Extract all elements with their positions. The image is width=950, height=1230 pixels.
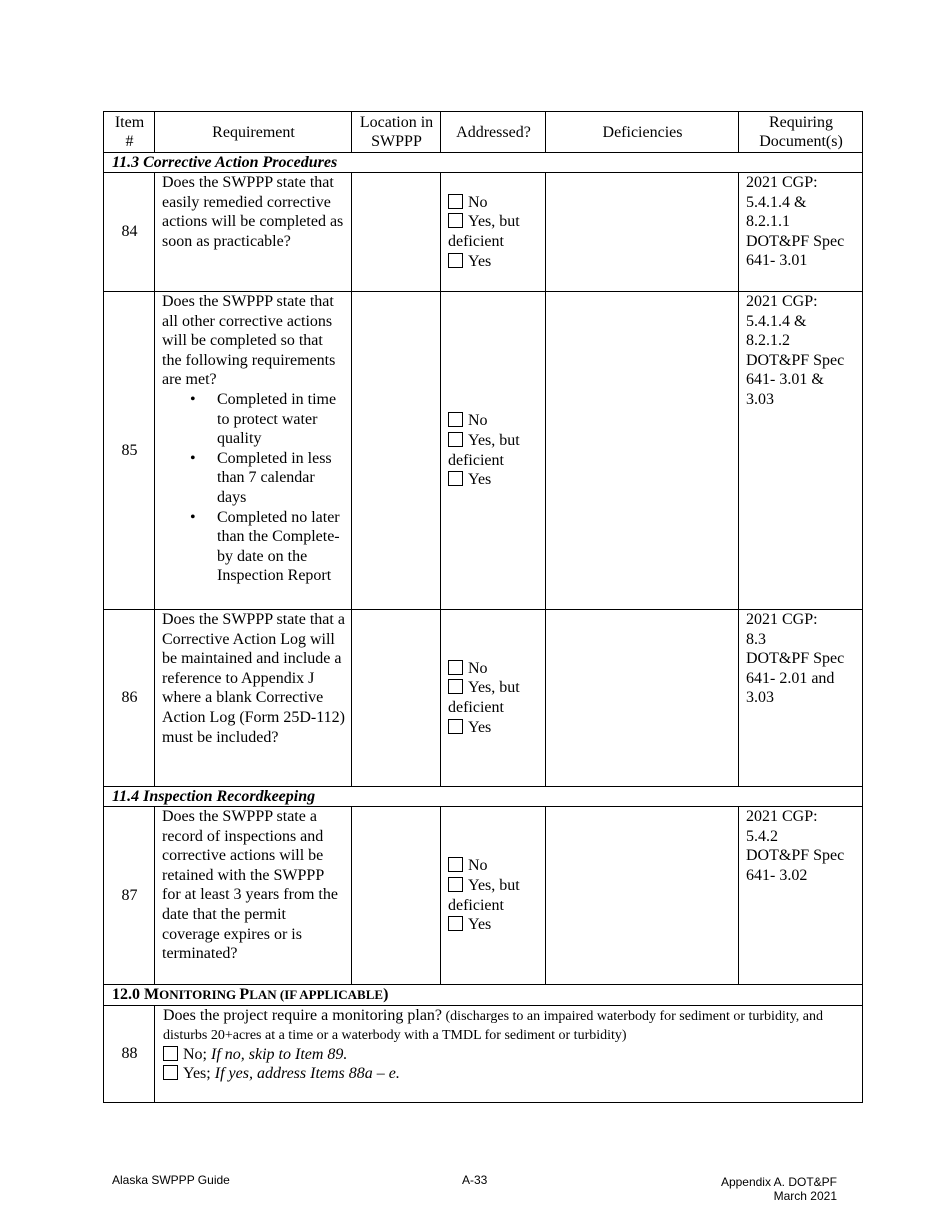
section-row-12-0 <box>104 985 863 1006</box>
yes-checkbox[interactable] <box>448 471 463 486</box>
item-number: 88 <box>104 1005 155 1102</box>
bullet-item: • Completed no later than the Complete-by date on the Inspection Report <box>217 508 345 586</box>
yes-label: Yes <box>468 471 492 489</box>
requirement-text: Does the SWPPP state a record of inspections and corrective actions will be retained with the SWPPP for at least 3 years from the date that the permit coverage expires or is terminated? <box>155 807 352 985</box>
monitoring-question-cell <box>155 1005 863 1102</box>
deficiencies-cell[interactable] <box>546 807 739 985</box>
section-letter: P <box>239 986 250 1003</box>
requirement-cell <box>155 292 352 610</box>
no-label: No <box>468 193 488 211</box>
header-location: Location in SWPPP <box>352 112 441 153</box>
deficient-label: deficient <box>448 233 504 250</box>
section-qualifier: IF APPLICABLE <box>284 987 384 1002</box>
doc-line: 8.3 <box>746 630 766 648</box>
addressed-options <box>441 173 546 292</box>
doc-line: 5.4.1.4 & <box>746 312 807 330</box>
footer-right <box>721 1175 837 1203</box>
monitoring-no-label: No; <box>183 1045 211 1063</box>
requirement-bullets <box>162 390 345 586</box>
monitoring-yes-checkbox[interactable] <box>163 1065 178 1080</box>
addressed-options <box>441 807 546 985</box>
requiring-documents <box>739 610 863 787</box>
no-label: No <box>468 659 488 677</box>
doc-line: DOT&PF Spec <box>746 650 845 668</box>
location-cell[interactable] <box>352 807 441 985</box>
item-number: 87 <box>104 807 155 985</box>
doc-line: 2021 CGP: <box>746 808 818 825</box>
no-checkbox[interactable] <box>448 857 463 872</box>
requiring-documents <box>739 807 863 985</box>
yes-but-deficient-checkbox[interactable] <box>448 679 463 694</box>
footer-page-number: A-33 <box>462 1173 488 1187</box>
table-row-85 <box>104 292 863 610</box>
section-word: ONITORING <box>159 987 240 1002</box>
doc-line: DOT&PF Spec <box>746 351 845 369</box>
addressed-options <box>441 292 546 610</box>
deficient-label: deficient <box>448 699 504 716</box>
header-requiring-documents: Requiring Document(s) <box>739 112 863 153</box>
requiring-documents <box>739 173 863 292</box>
section-row-11-3 <box>104 153 863 173</box>
requirement-text: Does the SWPPP state that easily remedied corrective actions will be completed as soon as practicable? <box>155 173 352 292</box>
table-row-84 <box>104 173 863 292</box>
yes-checkbox[interactable] <box>448 916 463 931</box>
doc-line: 641- 3.02 <box>746 866 808 884</box>
section-paren: ) <box>383 986 389 1003</box>
table-row-87 <box>104 807 863 985</box>
doc-line: DOT&PF Spec <box>746 847 845 865</box>
yes-checkbox[interactable] <box>448 253 463 268</box>
header-row <box>104 112 863 153</box>
no-checkbox[interactable] <box>448 194 463 209</box>
doc-line: 5.4.1.4 & <box>746 193 807 211</box>
yes-but-label: Yes, but <box>468 213 520 231</box>
header-deficiencies: Deficiencies <box>546 112 739 153</box>
doc-line: 2021 CGP: <box>746 611 818 628</box>
requirement-text: Does the SWPPP state that all other corrective actions will be completed so that the following requirements are met? <box>162 293 336 389</box>
doc-line: 641- 2.01 and <box>746 669 835 687</box>
footer-left: Alaska SWPPP Guide <box>112 1173 230 1187</box>
no-label: No <box>468 412 488 430</box>
doc-line: 8.2.1.2 <box>746 332 790 350</box>
monitoring-yes-instruction: If yes, address Items 88a – e. <box>214 1065 400 1083</box>
yes-but-label: Yes, but <box>468 431 520 449</box>
monitoring-question: Does the project require a monitoring plan? <box>163 1006 443 1024</box>
monitoring-yes-label: Yes; <box>183 1065 215 1083</box>
bullet-item: • Completed in time to protect water quality <box>217 390 345 449</box>
yes-but-deficient-checkbox[interactable] <box>448 213 463 228</box>
yes-label: Yes <box>468 252 492 270</box>
section-row-11-4 <box>104 787 863 807</box>
item-number: 86 <box>104 610 155 787</box>
no-checkbox[interactable] <box>448 412 463 427</box>
yes-but-deficient-checkbox[interactable] <box>448 432 463 447</box>
section-word: LAN ( <box>249 987 285 1002</box>
deficient-label: deficient <box>448 451 504 469</box>
requirement-text: Does the SWPPP state that a Corrective Action Log will be maintained and include a reference to Appendix J where a blank Corrective Action Log (Form 25D-112) must be included? <box>155 610 352 787</box>
deficient-label: deficient <box>448 896 504 914</box>
doc-line: 3.03 <box>746 689 774 707</box>
location-cell[interactable] <box>352 610 441 787</box>
doc-line: 2021 CGP: <box>746 293 818 310</box>
doc-line: 8.2.1.1 <box>746 213 790 231</box>
addressed-options <box>441 610 546 787</box>
monitoring-no-instruction: If no, skip to Item 89. <box>211 1045 348 1063</box>
section-title-12-0 <box>104 985 863 1006</box>
section-title-11-3: 11.3 Corrective Action Procedures <box>104 153 863 173</box>
no-checkbox[interactable] <box>448 660 463 675</box>
deficiencies-cell[interactable] <box>546 292 739 610</box>
doc-line: 641- 3.01 & <box>746 371 824 389</box>
deficiencies-cell[interactable] <box>546 173 739 292</box>
doc-line: 2021 CGP: <box>746 174 818 191</box>
section-number: 12.0 M <box>112 986 160 1003</box>
checklist-table <box>103 111 863 1103</box>
bullet-item: • Completed in less than 7 calendar days <box>217 449 345 508</box>
no-label: No <box>468 857 488 875</box>
item-number: 84 <box>104 173 155 292</box>
doc-line: 641- 3.01 <box>746 252 808 270</box>
yes-checkbox[interactable] <box>448 719 463 734</box>
location-cell[interactable] <box>352 292 441 610</box>
yes-label: Yes <box>468 718 492 736</box>
requiring-documents <box>739 292 863 610</box>
table-row-88 <box>104 1005 863 1102</box>
yes-but-label: Yes, but <box>468 679 520 697</box>
deficiencies-cell[interactable] <box>546 610 739 787</box>
doc-line: DOT&PF Spec <box>746 232 845 250</box>
monitoring-no-checkbox[interactable] <box>163 1046 178 1061</box>
yes-but-deficient-checkbox[interactable] <box>448 877 463 892</box>
yes-but-label: Yes, but <box>468 876 520 894</box>
section-title-11-4: 11.4 Inspection Recordkeeping <box>104 787 863 807</box>
doc-line: 5.4.2 <box>746 827 778 845</box>
yes-label: Yes <box>468 916 492 934</box>
item-number: 85 <box>104 292 155 610</box>
header-addressed: Addressed? <box>441 112 546 153</box>
doc-line: 3.03 <box>746 390 774 408</box>
monitoring-note: (discharges to an impaired waterbody for sediment or turbidity, and disturbs 20+acres at a time or a waterbody with a TMDL for sediment or turbidity) <box>163 1008 824 1043</box>
location-cell[interactable] <box>352 173 441 292</box>
footer-right-line2: March 2021 <box>773 1189 837 1203</box>
header-item: Item # <box>104 112 155 153</box>
header-requirement: Requirement <box>155 112 352 153</box>
footer-right-line1: Appendix A. DOT&PF <box>720 1175 837 1189</box>
table-row-86 <box>104 610 863 787</box>
